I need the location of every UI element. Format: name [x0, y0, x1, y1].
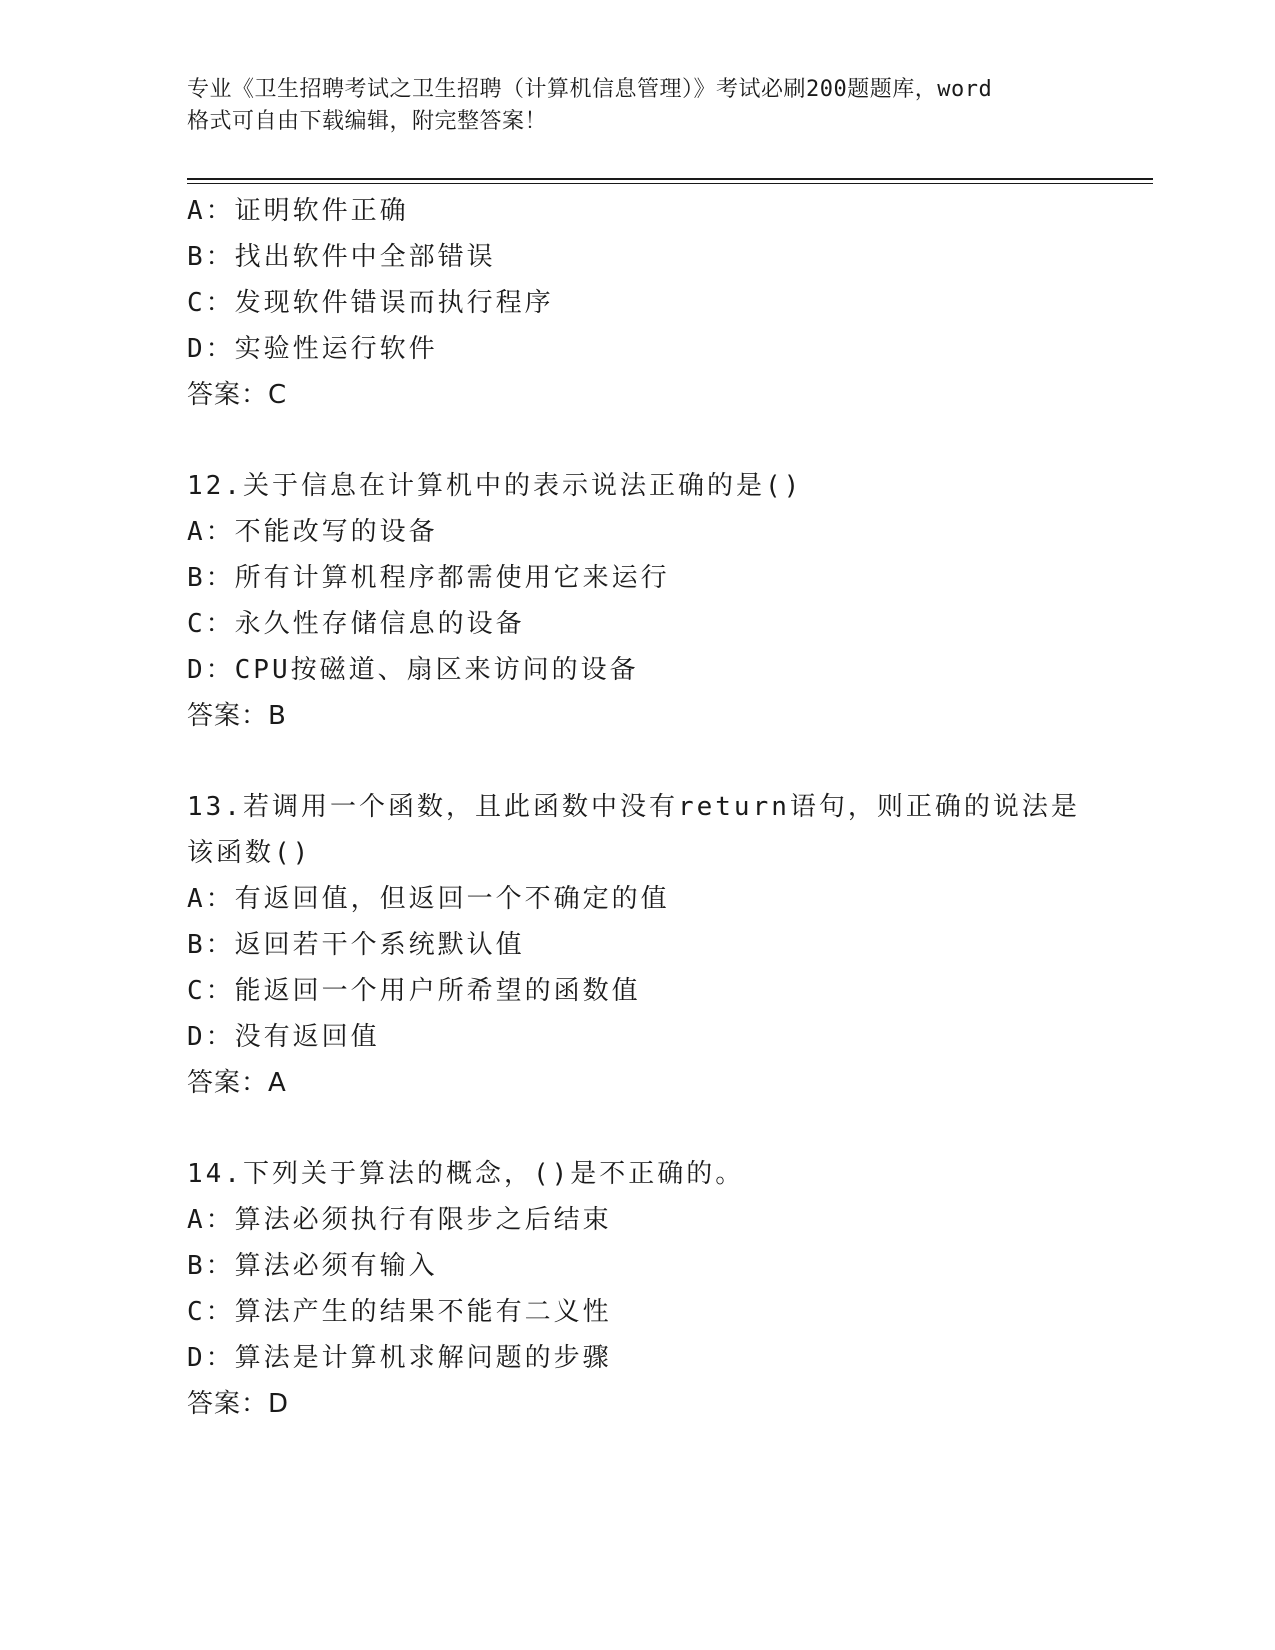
- question-11: [187, 188, 1127, 418]
- question-list: [187, 188, 1127, 1427]
- answer-line: 答案：B: [187, 701, 287, 731]
- option-c: C：能返回一个用户所希望的函数值: [187, 976, 641, 1006]
- question-spacer: [187, 1106, 1127, 1151]
- option-d: D：实验性运行软件: [187, 334, 438, 364]
- option-b: B：算法必须有输入: [187, 1251, 438, 1281]
- question-stem: 14.下列关于算法的概念，()是不正确的。: [187, 1159, 745, 1189]
- option-a: A：不能改写的设备: [187, 517, 438, 547]
- question-spacer: [187, 739, 1127, 784]
- option-a: A：有返回值，但返回一个不确定的值: [187, 884, 670, 914]
- question-12: [187, 463, 1127, 739]
- answer-line: 答案：C: [187, 380, 288, 410]
- question-stem: 13.若调用一个函数，且此函数中没有return语句，则正确的说法是: [187, 792, 1080, 822]
- header-rule-thin: [187, 183, 1153, 184]
- answer-line: 答案：A: [187, 1068, 287, 1098]
- answer-line: 答案：D: [187, 1389, 290, 1419]
- question-13: [187, 784, 1127, 1106]
- option-a: A：算法必须执行有限步之后结束: [187, 1205, 612, 1235]
- question-14: [187, 1151, 1127, 1427]
- option-d: D：没有返回值: [187, 1022, 380, 1052]
- option-c: C：永久性存储信息的设备: [187, 609, 525, 639]
- header-line-1: 专业《卫生招聘考试之卫生招聘（计算机信息管理）》考试必刷200题题库，word: [187, 77, 993, 102]
- option-b: B：找出软件中全部错误: [187, 242, 496, 272]
- option-c: C：算法产生的结果不能有二义性: [187, 1297, 612, 1327]
- option-d: D：算法是计算机求解问题的步骤: [187, 1343, 612, 1373]
- question-spacer: [187, 418, 1127, 463]
- question-stem-continued: 该函数(): [187, 838, 312, 868]
- question-stem: 12.关于信息在计算机中的表示说法正确的是(): [187, 471, 803, 501]
- document-header: [187, 74, 1087, 138]
- header-rule-thick: [187, 178, 1153, 180]
- option-b: B：所有计算机程序都需使用它来运行: [187, 563, 670, 593]
- option-b: B：返回若干个系统默认值: [187, 930, 525, 960]
- option-c: C：发现软件错误而执行程序: [187, 288, 554, 318]
- option-a: A：证明软件正确: [187, 196, 409, 226]
- option-d: D：CPU按磁道、扇区来访问的设备: [187, 655, 639, 685]
- header-line-2: 格式可自由下载编辑，附完整答案！: [187, 109, 548, 134]
